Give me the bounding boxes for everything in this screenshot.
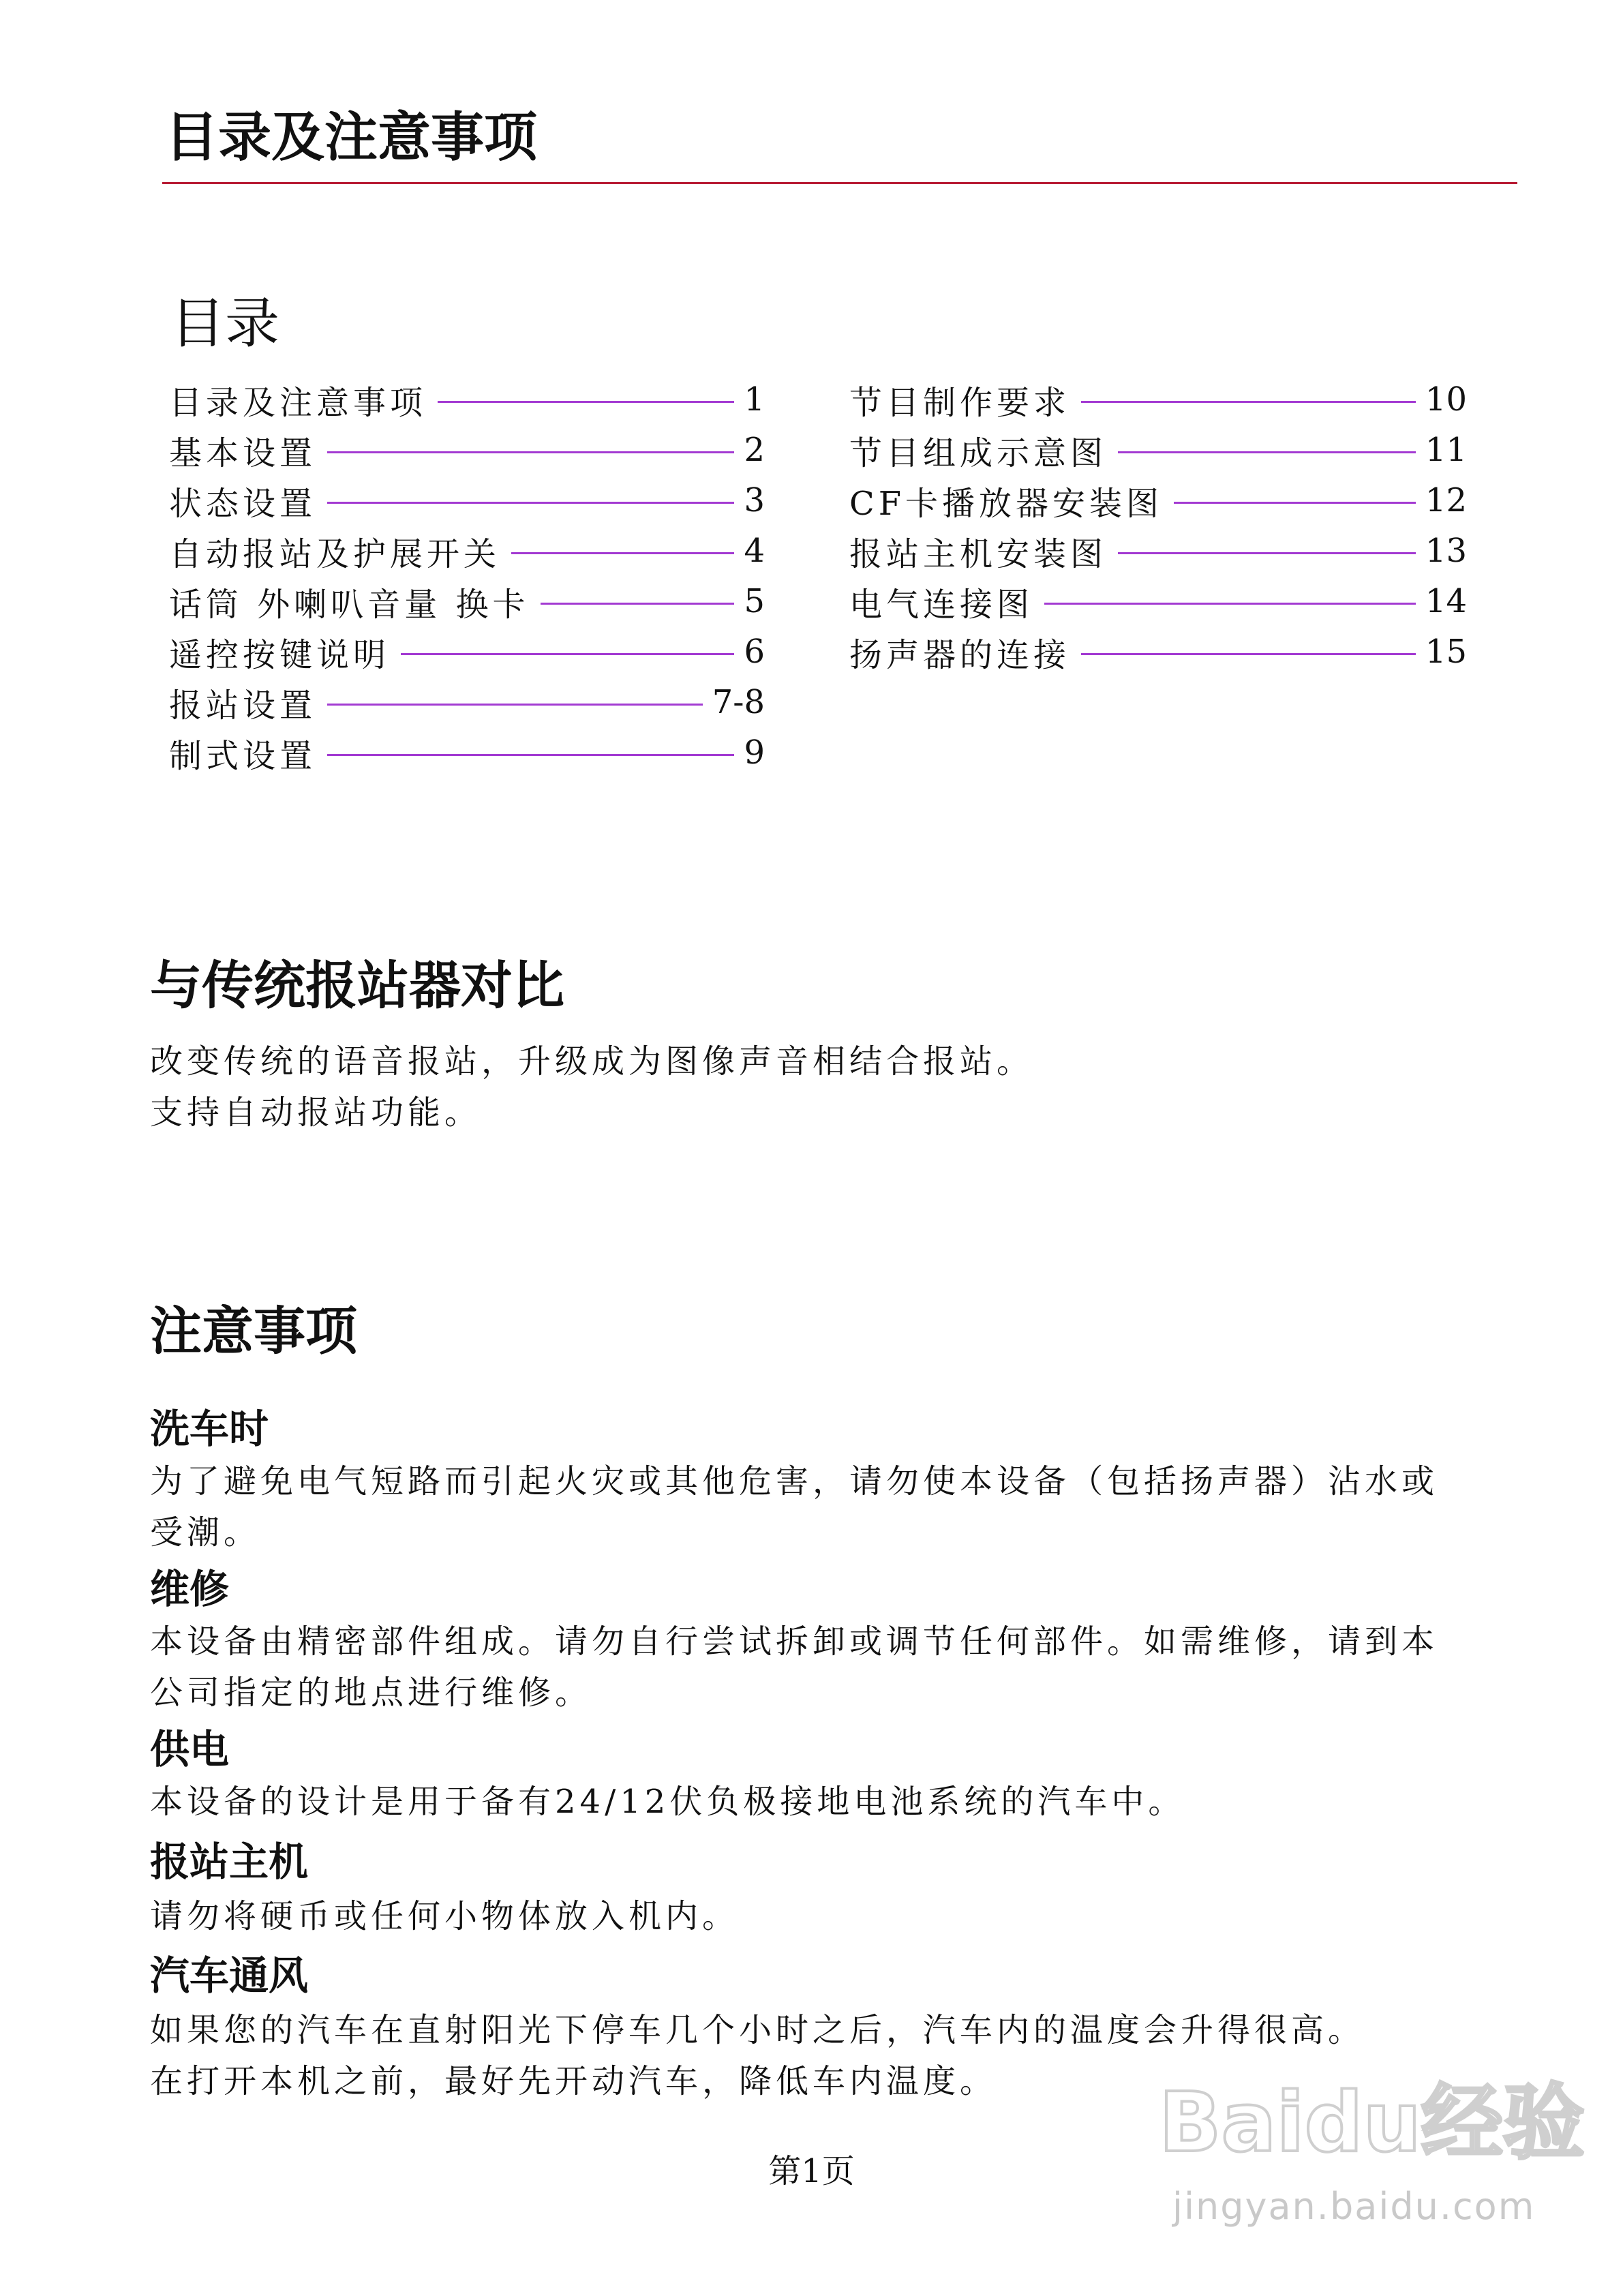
- toc-leader-line: [327, 451, 734, 453]
- note-line: 为了避免电气短路而引起火灾或其他危害，请勿使本设备（包括扬声器）沾水或: [150, 1462, 1439, 1500]
- toc-item[interactable]: [169, 530, 765, 571]
- toc-item-label: 话筒 外喇叭音量 换卡: [169, 585, 530, 624]
- toc-item-label: 基本设置: [169, 434, 317, 472]
- toc-item[interactable]: [169, 429, 765, 470]
- toc-item-page: 4: [744, 532, 765, 570]
- toc-heading: 目录: [170, 292, 279, 355]
- toc-item[interactable]: [169, 682, 765, 723]
- toc-item-page: 6: [744, 633, 765, 671]
- toc-item-page: 3: [744, 481, 765, 519]
- toc-item-label: 电气连接图: [849, 585, 1034, 624]
- toc-item[interactable]: [169, 379, 765, 420]
- note-line: 如果您的汽车在直射阳光下停车几个小时之后，汽车内的温度会升得很高。: [150, 2011, 1365, 2049]
- toc-leader-line: [1044, 603, 1416, 605]
- note-title-ventilation: 汽车通风: [150, 1952, 309, 1999]
- toc-leader-line: [1081, 653, 1416, 655]
- toc-item[interactable]: [849, 429, 1467, 470]
- toc-leader-line: [1118, 451, 1416, 453]
- toc-item-label: 节目组成示意图: [849, 434, 1108, 472]
- toc-item-label: 制式设置: [169, 736, 317, 775]
- toc-item-label: 报站主机安装图: [849, 534, 1108, 573]
- baidu-jingyan-watermark-logo: [1159, 2066, 1585, 2181]
- note-title-power: 供电: [150, 1726, 230, 1772]
- toc-item-page: 10: [1425, 380, 1467, 419]
- watermark-url: jingyan.baidu.com: [1172, 2185, 1536, 2228]
- toc-item-page: 7-8: [712, 683, 765, 721]
- toc-item[interactable]: [169, 581, 765, 622]
- toc-item-label: 目录及注意事项: [169, 383, 427, 422]
- note-title-host: 报站主机: [150, 1839, 309, 1885]
- toc-leader-line: [327, 754, 734, 756]
- toc-item[interactable]: [169, 480, 765, 521]
- toc-item[interactable]: [849, 480, 1467, 521]
- toc-leader-line: [1174, 502, 1416, 504]
- toc-item-label: 扬声器的连接: [849, 635, 1071, 674]
- toc-item-page: 5: [744, 582, 765, 620]
- toc-item-page: 11: [1425, 431, 1467, 469]
- title-divider: [162, 182, 1517, 184]
- toc-item-page: 9: [744, 734, 765, 772]
- note-line: 在打开本机之前，最好先开动汽车，降低车内温度。: [150, 2062, 997, 2100]
- comparison-heading: 与传统报站器对比: [150, 955, 564, 1016]
- toc-item[interactable]: [849, 530, 1467, 571]
- toc-leader-line: [1118, 552, 1416, 554]
- page-title: 目录及注意事项: [165, 107, 538, 168]
- page-number: 第1页: [768, 2152, 855, 2190]
- toc-leader-line: [401, 653, 734, 655]
- toc-item-label: 遥控按键说明: [169, 635, 391, 674]
- toc-item-page: 15: [1425, 633, 1467, 671]
- toc-leader-line: [438, 401, 734, 403]
- note-line: 公司指定的地点进行维修。: [150, 1674, 592, 1712]
- toc-item-page: 13: [1425, 532, 1467, 570]
- toc-leader-line: [327, 704, 703, 706]
- toc-leader-line: [511, 552, 734, 554]
- comparison-line: 支持自动报站功能。: [150, 1093, 482, 1132]
- toc-item-page: 1: [744, 380, 765, 419]
- toc-item[interactable]: [169, 732, 765, 773]
- watermark-logo-text: Baidu经验: [1159, 2076, 1585, 2171]
- note-title-repair: 维修: [150, 1566, 230, 1612]
- notes-heading: 注意事项: [150, 1301, 357, 1361]
- toc-item[interactable]: [169, 631, 765, 672]
- toc-leader-line: [327, 502, 734, 504]
- note-line: 本设备的设计是用于备有24/12伏负极接地电池系统的汽车中。: [150, 1783, 1185, 1821]
- toc-leader-line: [1081, 401, 1416, 403]
- toc-item[interactable]: [849, 379, 1467, 420]
- toc-item-label: 节目制作要求: [849, 383, 1071, 422]
- toc-item-label: 自动报站及护展开关: [169, 534, 501, 573]
- note-line: 请勿将硬币或任何小物体放入机内。: [150, 1897, 740, 1935]
- toc-item-label: 报站设置: [169, 686, 317, 725]
- toc-item-page: 14: [1425, 582, 1467, 620]
- note-line: 受潮。: [150, 1513, 261, 1552]
- toc-item[interactable]: [849, 581, 1467, 622]
- comparison-line: 改变传统的语音报站，升级成为图像声音相结合报站。: [150, 1042, 1034, 1081]
- toc-item[interactable]: [849, 631, 1467, 672]
- toc-leader-line: [541, 603, 735, 605]
- note-title-car-wash: 洗车时: [150, 1406, 269, 1452]
- note-line: 本设备由精密部件组成。请勿自行尝试拆卸或调节任何部件。如需维修，请到本: [150, 1622, 1439, 1661]
- toc-item-label: CF卡播放器安装图: [849, 484, 1164, 523]
- toc-item-page: 12: [1425, 481, 1467, 519]
- toc-item-page: 2: [744, 431, 765, 469]
- toc-item-label: 状态设置: [169, 484, 317, 523]
